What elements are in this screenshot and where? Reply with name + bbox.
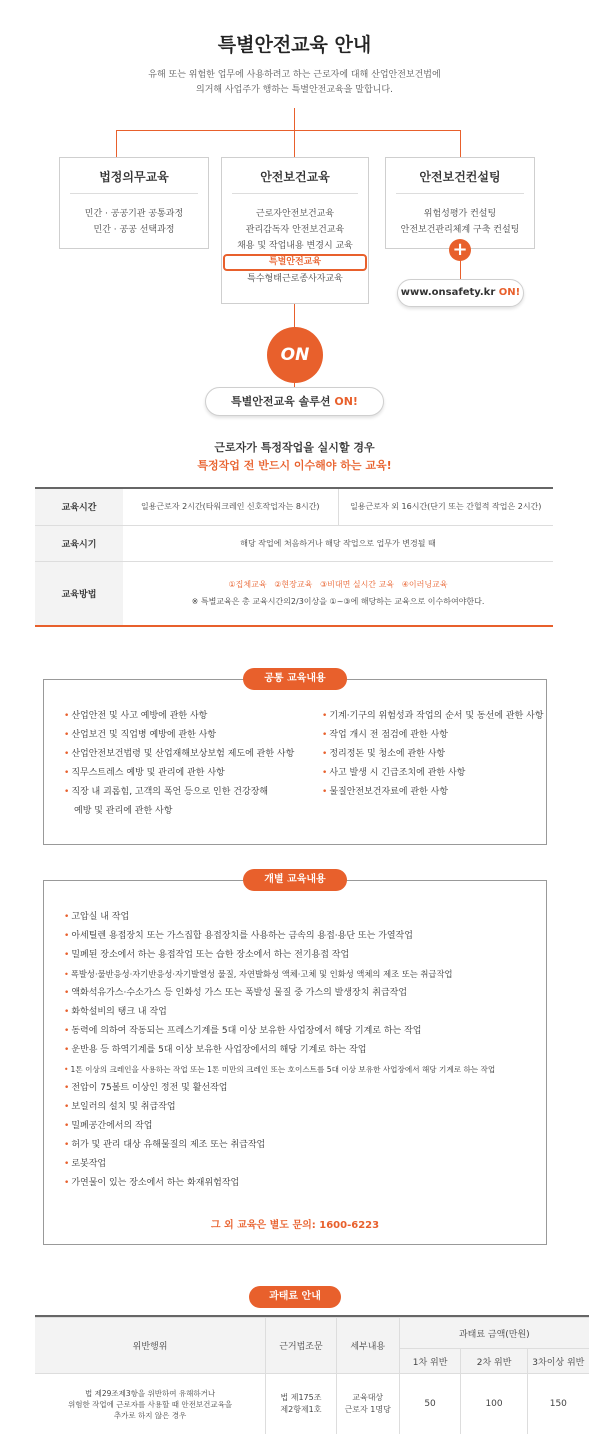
detail-line: 교육대상 (352, 1393, 384, 1402)
method-item: ④이러닝교육 (401, 580, 448, 589)
consulting-item: 안전보건관리체계 구축 컨설팅 (400, 225, 520, 235)
list-item-text: 산업안전보건법령 및 산업재해보상보험 제도에 관한 사항 (71, 749, 295, 759)
method-item: ②현장교육 (274, 580, 313, 589)
list-item-text: 1톤 이상의 크레인을 사용하는 작업 또는 1톤 미만의 크레인 또는 호이스트를 5대 이상 보유한 사업장에서 해당 기계로 하는 작업 (70, 1065, 496, 1074)
legal-education-box (59, 157, 209, 249)
bullet-icon: • (64, 912, 70, 922)
list-item (64, 1060, 542, 1079)
list-item (64, 726, 314, 745)
header-first: 1차 위반 (399, 1349, 461, 1374)
list-item-text: 아세틸렌 용접장치 또는 가스집합 용접장치를 사용하는 금속의 용접·용단 또는 가열작업 (71, 931, 413, 941)
education-method-cell (123, 561, 553, 625)
list-item-text: 보일러의 설치 및 취급작업 (71, 1102, 176, 1112)
individual-education-tag: 개별 교육내용 (243, 869, 347, 891)
bullet-icon: • (322, 711, 328, 721)
header-law: 근거법조문 (266, 1318, 337, 1374)
special-education-highlight[interactable]: 특별안전교육 (223, 254, 367, 271)
detail-line: 근로자 1명당 (344, 1405, 391, 1414)
bullet-icon: • (322, 787, 328, 797)
method-item: ③비대면 실시간 교육 (319, 580, 395, 589)
list-item (64, 965, 542, 984)
plus-icon: + (449, 239, 471, 261)
legal-education-item: 민간 · 공공 선택과정 (93, 225, 175, 235)
list-item-text: 기계·기구의 위험성과 작업의 순서 및 동선에 관한 사항 (329, 711, 544, 721)
list-item-text: 직장 내 괴롭힘, 고객의 폭언 등으로 인한 건강장해 (71, 787, 269, 797)
list-item (64, 1041, 542, 1060)
legal-education-item: 민간 · 공공기관 공통과정 (84, 209, 184, 219)
fine-first: 50 (399, 1374, 461, 1434)
fine-table (35, 1317, 589, 1434)
education-time-daily: 일용근로자 2시간(타워크레인 신호작업자는 8시간) (123, 489, 338, 525)
connector-line (116, 130, 117, 157)
list-item (64, 1022, 542, 1041)
list-item-text: 액화석유가스·수소가스 등 인화성 가스 또는 폭발성 물질 중 가스의 발생장치 취급작업 (71, 988, 408, 998)
bullet-icon: • (64, 988, 70, 998)
list-item (322, 745, 542, 764)
header-amount: 과태료 금액(만원) (399, 1318, 589, 1349)
method-item: ①집체교육 (228, 580, 267, 589)
bullet-icon: • (64, 1007, 70, 1017)
consulting-box (385, 157, 535, 249)
consulting-item: 위험성평가 컨설팅 (423, 209, 497, 219)
list-item-continuation: 예방 및 관리에 관한 사항 (74, 806, 173, 816)
header-second: 2차 위반 (461, 1349, 527, 1374)
list-item-text: 작업 개시 전 점검에 관한 사항 (329, 730, 448, 740)
list-item (64, 1079, 542, 1098)
safety-education-title: 안전보건교육 (260, 170, 330, 184)
list-item-text: 직무스트레스 예방 및 관리에 관한 사항 (71, 768, 225, 778)
page-title: 특별안전교육 안내 (217, 34, 372, 56)
fine-second: 100 (461, 1374, 527, 1434)
list-item-text: 폭발성·물반응성·자기반응성·자기발열성 물질, 자연발화성 액체·고체 및 인화성 액체의 제조 또는 취급작업 (70, 969, 453, 979)
header-violation: 위반행위 (35, 1318, 266, 1374)
violation-cell (35, 1374, 266, 1434)
solution-text: 특별안전교육 솔루션 (231, 395, 331, 408)
list-item (64, 908, 542, 927)
education-method-label: 교육방법 (35, 561, 123, 625)
divider (232, 193, 358, 194)
fine-third: 150 (527, 1374, 589, 1434)
list-item-text: 산업안전 및 사고 예방에 관한 사항 (71, 711, 208, 721)
bullet-icon: • (64, 1178, 70, 1188)
solution-pill (205, 387, 384, 416)
bullet-icon: • (64, 931, 70, 941)
list-item-text: 허가 및 관리 대상 유해물질의 제조 또는 취급작업 (71, 1140, 266, 1150)
list-item-text: 전압이 75볼트 이상인 정전 및 활선작업 (71, 1083, 228, 1093)
law-line: 법 제175조 (280, 1393, 322, 1402)
list-item (64, 1117, 542, 1136)
education-time-other: 일용근로자 외 16시간(단기 또는 간헐적 작업은 2시간) (338, 489, 553, 525)
fine-guide-tag: 과태료 안내 (249, 1286, 341, 1308)
individual-education-list (64, 908, 542, 1193)
list-item (64, 1136, 542, 1155)
website-url: www.onsafety.kr (400, 287, 496, 298)
bullet-icon: • (322, 730, 328, 740)
list-item-text: 물질안전보건자료에 관한 사항 (329, 787, 449, 797)
connector-line (294, 130, 295, 157)
bullet-icon: • (64, 768, 70, 778)
list-item (64, 764, 314, 783)
bullet-icon: • (64, 1140, 70, 1150)
website-on: ON! (498, 287, 521, 298)
onsafety-logo: ON (267, 327, 323, 383)
list-item (64, 1174, 542, 1193)
list-item (322, 726, 542, 745)
list-item (64, 1155, 542, 1174)
bullet-icon: • (64, 730, 70, 740)
list-item (322, 783, 542, 802)
website-link-pill[interactable] (397, 279, 524, 307)
list-item (64, 1098, 542, 1117)
bullet-icon: • (64, 749, 70, 759)
law-line: 제2항제1호 (280, 1405, 322, 1414)
list-item (64, 927, 542, 946)
intro-text (0, 68, 589, 98)
safety-education-box (221, 157, 369, 304)
safety-education-item: 특수형태근로종사자교육 (247, 274, 343, 284)
violation-line: 추가로 하지 않은 경우 (113, 1410, 187, 1420)
list-item-text: 고압실 내 작업 (71, 912, 130, 922)
connector-line (294, 304, 295, 328)
bullet-icon: • (64, 1083, 70, 1093)
table-bottom-border (35, 625, 553, 627)
bullet-icon: • (322, 768, 328, 778)
common-education-right-list (322, 707, 542, 802)
list-item-text: 화학설비의 탱크 내 작업 (71, 1007, 167, 1017)
divider (396, 193, 524, 194)
consulting-title: 안전보건컨설팅 (419, 170, 501, 184)
connector-line (294, 108, 295, 130)
list-item (64, 946, 542, 965)
list-item-text: 로봇작업 (71, 1159, 107, 1169)
education-time-label: 교육시간 (35, 489, 123, 525)
common-education-left-list (64, 707, 314, 821)
education-info-table (35, 489, 553, 626)
solution-on: ON! (334, 395, 358, 408)
list-item-text: 사고 발생 시 긴급조치에 관한 사항 (329, 768, 466, 778)
bullet-icon: • (64, 1065, 69, 1074)
list-item (64, 1003, 542, 1022)
connector-line (460, 130, 461, 157)
bullet-icon: • (322, 749, 328, 759)
violation-line: 위험한 작업에 근로자를 사용할 때 안전보건교육을 (68, 1399, 233, 1409)
bullet-icon: • (64, 969, 69, 979)
education-period-value: 해당 작업에 처음하거나 해당 작업으로 업무가 변경될 때 (123, 525, 553, 561)
list-item-text: 산업보건 및 직업병 예방에 관한 사항 (71, 730, 217, 740)
intro-line-1: 유해 또는 위험한 업무에 사용하려고 하는 근로자에 대해 산업안전보건법에 (148, 70, 441, 80)
header-detail: 세부내용 (336, 1318, 399, 1374)
bullet-icon: • (64, 950, 70, 960)
bullet-icon: • (64, 1159, 70, 1169)
list-item-text: 밀폐된 장소에서 하는 용접작업 또는 습한 장소에서 하는 전기용접 작업 (71, 950, 350, 960)
detail-cell (336, 1374, 399, 1434)
bullet-icon: • (64, 1045, 70, 1055)
bullet-icon: • (64, 1121, 70, 1131)
list-item-text: 정리정돈 및 청소에 관한 사항 (329, 749, 446, 759)
legal-education-title: 법정의무교육 (99, 170, 169, 184)
inquiry-text[interactable]: 그 외 교육은 별도 문의: 1600-6223 (210, 1220, 380, 1231)
list-item (64, 984, 542, 1003)
list-item (322, 707, 542, 726)
common-education-tag: 공통 교육내용 (243, 668, 347, 690)
divider (70, 193, 198, 194)
method-note: ※ 특별교육은 총 교육시간의2/3이상을 ①~③에 해당하는 교육으로 이수하여야한다. (191, 597, 485, 606)
list-item-text: 운반용 등 하역기계를 5대 이상 보유한 사업장에서의 해당 기계로 하는 작업 (71, 1045, 367, 1055)
list-item (64, 783, 314, 802)
safety-education-item: 채용 및 작업내용 변경시 교육 (237, 241, 353, 251)
law-cell (266, 1374, 337, 1434)
condition-line-2: 특정작업 전 반드시 이수해야 하는 교육! (197, 459, 392, 472)
header-third: 3차이상 위반 (527, 1349, 589, 1374)
bullet-icon: • (64, 711, 70, 721)
safety-education-item: 근로자안전보건교육 (255, 209, 335, 219)
bullet-icon: • (64, 1102, 70, 1112)
list-item-text: 가연물이 있는 장소에서 하는 화재위험작업 (71, 1178, 240, 1188)
condition-line-1: 근로자가 특정작업을 실시할 경우 (214, 441, 375, 454)
list-item (64, 745, 314, 764)
violation-line: 법 제29조제3항을 위반하여 유해하거나 (84, 1388, 216, 1398)
list-item (64, 707, 314, 726)
list-item-text: 동력에 의하여 작동되는 프레스기계를 5대 이상 보유한 사업장에서 해당 기계로 하는 작업 (71, 1026, 422, 1036)
bullet-icon: • (64, 1026, 70, 1036)
education-period-label: 교육시기 (35, 525, 123, 561)
list-item-text: 밀폐공간에서의 작업 (71, 1121, 153, 1131)
intro-line-2: 의거해 사업주가 행하는 특별안전교육을 말합니다. (196, 85, 393, 95)
safety-education-item: 관리감독자 안전보건교육 (245, 225, 345, 235)
connector-line (116, 130, 460, 131)
bullet-icon: • (64, 787, 70, 797)
list-item (322, 764, 542, 783)
